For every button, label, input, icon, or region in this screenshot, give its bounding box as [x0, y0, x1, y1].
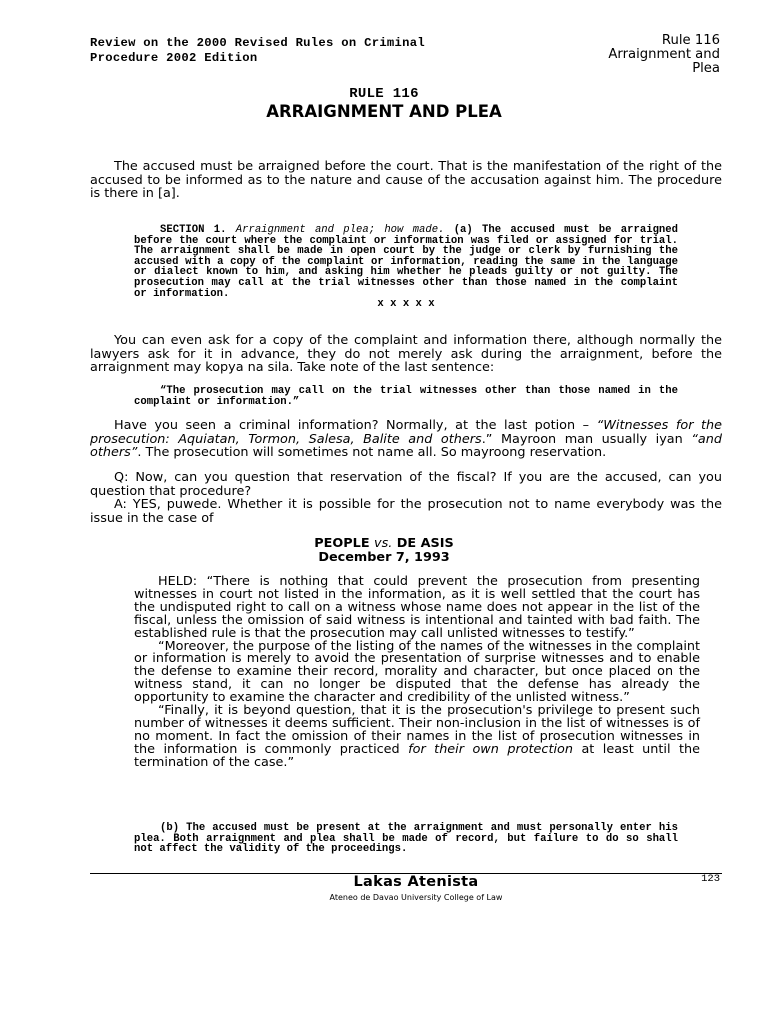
footer-title: Lakas Atenista	[353, 874, 479, 890]
case-date: December 7, 1993	[318, 549, 450, 565]
header-right-line2: Arraignment and	[608, 47, 720, 62]
running-header-right	[520, 34, 720, 76]
info-italic-1: “Witnesses for the prosecution: Aquiatan, Tormon, Salesa, Balite and others	[90, 418, 722, 447]
rule-number: RULE 116	[349, 86, 419, 102]
section-1b-text	[134, 823, 678, 855]
header-right-line3: Plea	[692, 61, 720, 76]
header-right-line1: Rule 116	[661, 33, 720, 48]
footer-subtitle: Ateneo de Davao University College of Law	[329, 893, 503, 902]
held-paragraph-3	[134, 705, 700, 770]
section-1-label: SECTION 1	[160, 224, 221, 236]
rule-title: ARRAIGNMENT AND PLEA	[266, 102, 502, 121]
section-1b-body: (b) The accused must be present at the arraignment and must personally enter his plea. Both arraignment and plea shall be made of record, but failure to do so shall not affect the validity of the proceedings.	[134, 822, 678, 856]
running-header-left	[90, 36, 520, 66]
held-block	[134, 576, 700, 770]
info-text-2: .” Mayroon man usually iyan	[481, 431, 692, 447]
header-left-line2: Procedure 2002 Edition	[90, 51, 258, 65]
section-1-heading: Arraignment and plea; how made.	[235, 224, 445, 236]
answer-text: A: YES, puwede. Whether it is possible for the prosecution not to name everybody was the issue in the case of	[90, 497, 722, 526]
qa-block	[90, 471, 722, 525]
info-text-3: . The prosecution will sometimes not name all. So mayroong reservation.	[137, 445, 607, 461]
info-italic-2: “and others”	[90, 431, 723, 461]
held-p3-italic: for their own protection	[408, 741, 573, 757]
held-paragraph-2: “Moreover, the purpose of the listing of the names of the witnesses in the complaint or information is merely to avoid the presentation of surprise witnesses and to enable the defense to examine their record, morality and character, but once placed on the witness stand, it can no longer be disputed that the defense has already the opportunity to examine the character and credibility of the unlisted witness.”	[134, 638, 700, 706]
information-paragraph	[90, 419, 722, 460]
copy-paragraph: You can even ask for a copy of the complaint and information there, although normally the lawyers ask for it in advance, they do not merely ask during the arraignment, before the arraignment may kopya na sila. Take note of the last sentence:	[90, 333, 722, 376]
case-name-part2: DE ASIS	[392, 536, 454, 551]
held-p3-text-1: “Finally, it is beyond question, that it is the prosecution's privilege to present such number of witnesses it deems sufficient. Their non-inclusion in the list of witnesses is of no moment. In fact the omission of their names in the list of prosecution witnesses in the information is commonly practiced	[134, 703, 700, 757]
intro-paragraph: The accused must be arraigned before the court. That is the manifestation of the right of the accused to be informed as to the nature and cause of the accusation against him. The procedure is there in [a].	[90, 159, 722, 202]
held-p3-text-2: at least until the termination of the case.”	[134, 741, 700, 770]
section-1-body: (a) The accused must be arraigned before the court where the complaint or information was filed or assigned for trial. The arraignment shall be made in open court by the judge or clerk by furnishing the accused with a copy of the complaint or information, reading the same in the language or dialect known to him, and asking him whether he pleads guilty or not guilty. The prosecution may call at the trial witnesses other than those named in the complaint or information.	[134, 224, 678, 300]
question-text: Q: Now, can you question that reservation of the fiscal? If you are the accused, can you question that procedure?	[90, 470, 722, 499]
held-paragraph-1: HELD: “There is nothing that could prevent the prosecution from presenting witnesses in court not listed in the information, as it is well settled that the court has the undisputed right to call on a witness whose name does not appear in the list of the fiscal, unless the omission of said witness is intentional and tainted with bad faith. The established rule is that the prosecution may call unlisted witnesses to testify.”	[134, 574, 700, 641]
last-sentence-quote-text: “The prosecution may call on the trial witnesses other than those named in the complaint or information.”	[134, 385, 678, 408]
info-text-1: Have you seen a criminal information? Normally, at the last potion –	[114, 418, 597, 433]
last-sentence-quote	[134, 386, 678, 407]
section-1-text: SECTION 1. Arraignment and plea; how made. (a) The accused must be arraigned before the court where the complaint or information was filed or assigned for trial. The arraignment shall be made in open court by the judge or clerk by furnishing the accused with a copy of the complaint or information, reading the same in the language or dialect known to him, and asking him whether he pleads guilty or not guilty. The prosecution may call at the trial witnesses other than those named in the complaint or information. x x x x x	[134, 224, 678, 311]
case-name-part1: PEOPLE	[314, 536, 375, 551]
case-vs: vs.	[374, 536, 393, 551]
case-name	[0, 537, 768, 551]
header-left-line1: Review on the 2000 Revised Rules on Criminal	[90, 36, 426, 50]
page-number: 123	[701, 873, 720, 885]
case-title	[0, 537, 768, 565]
section-separator: x x x x x	[377, 298, 435, 311]
